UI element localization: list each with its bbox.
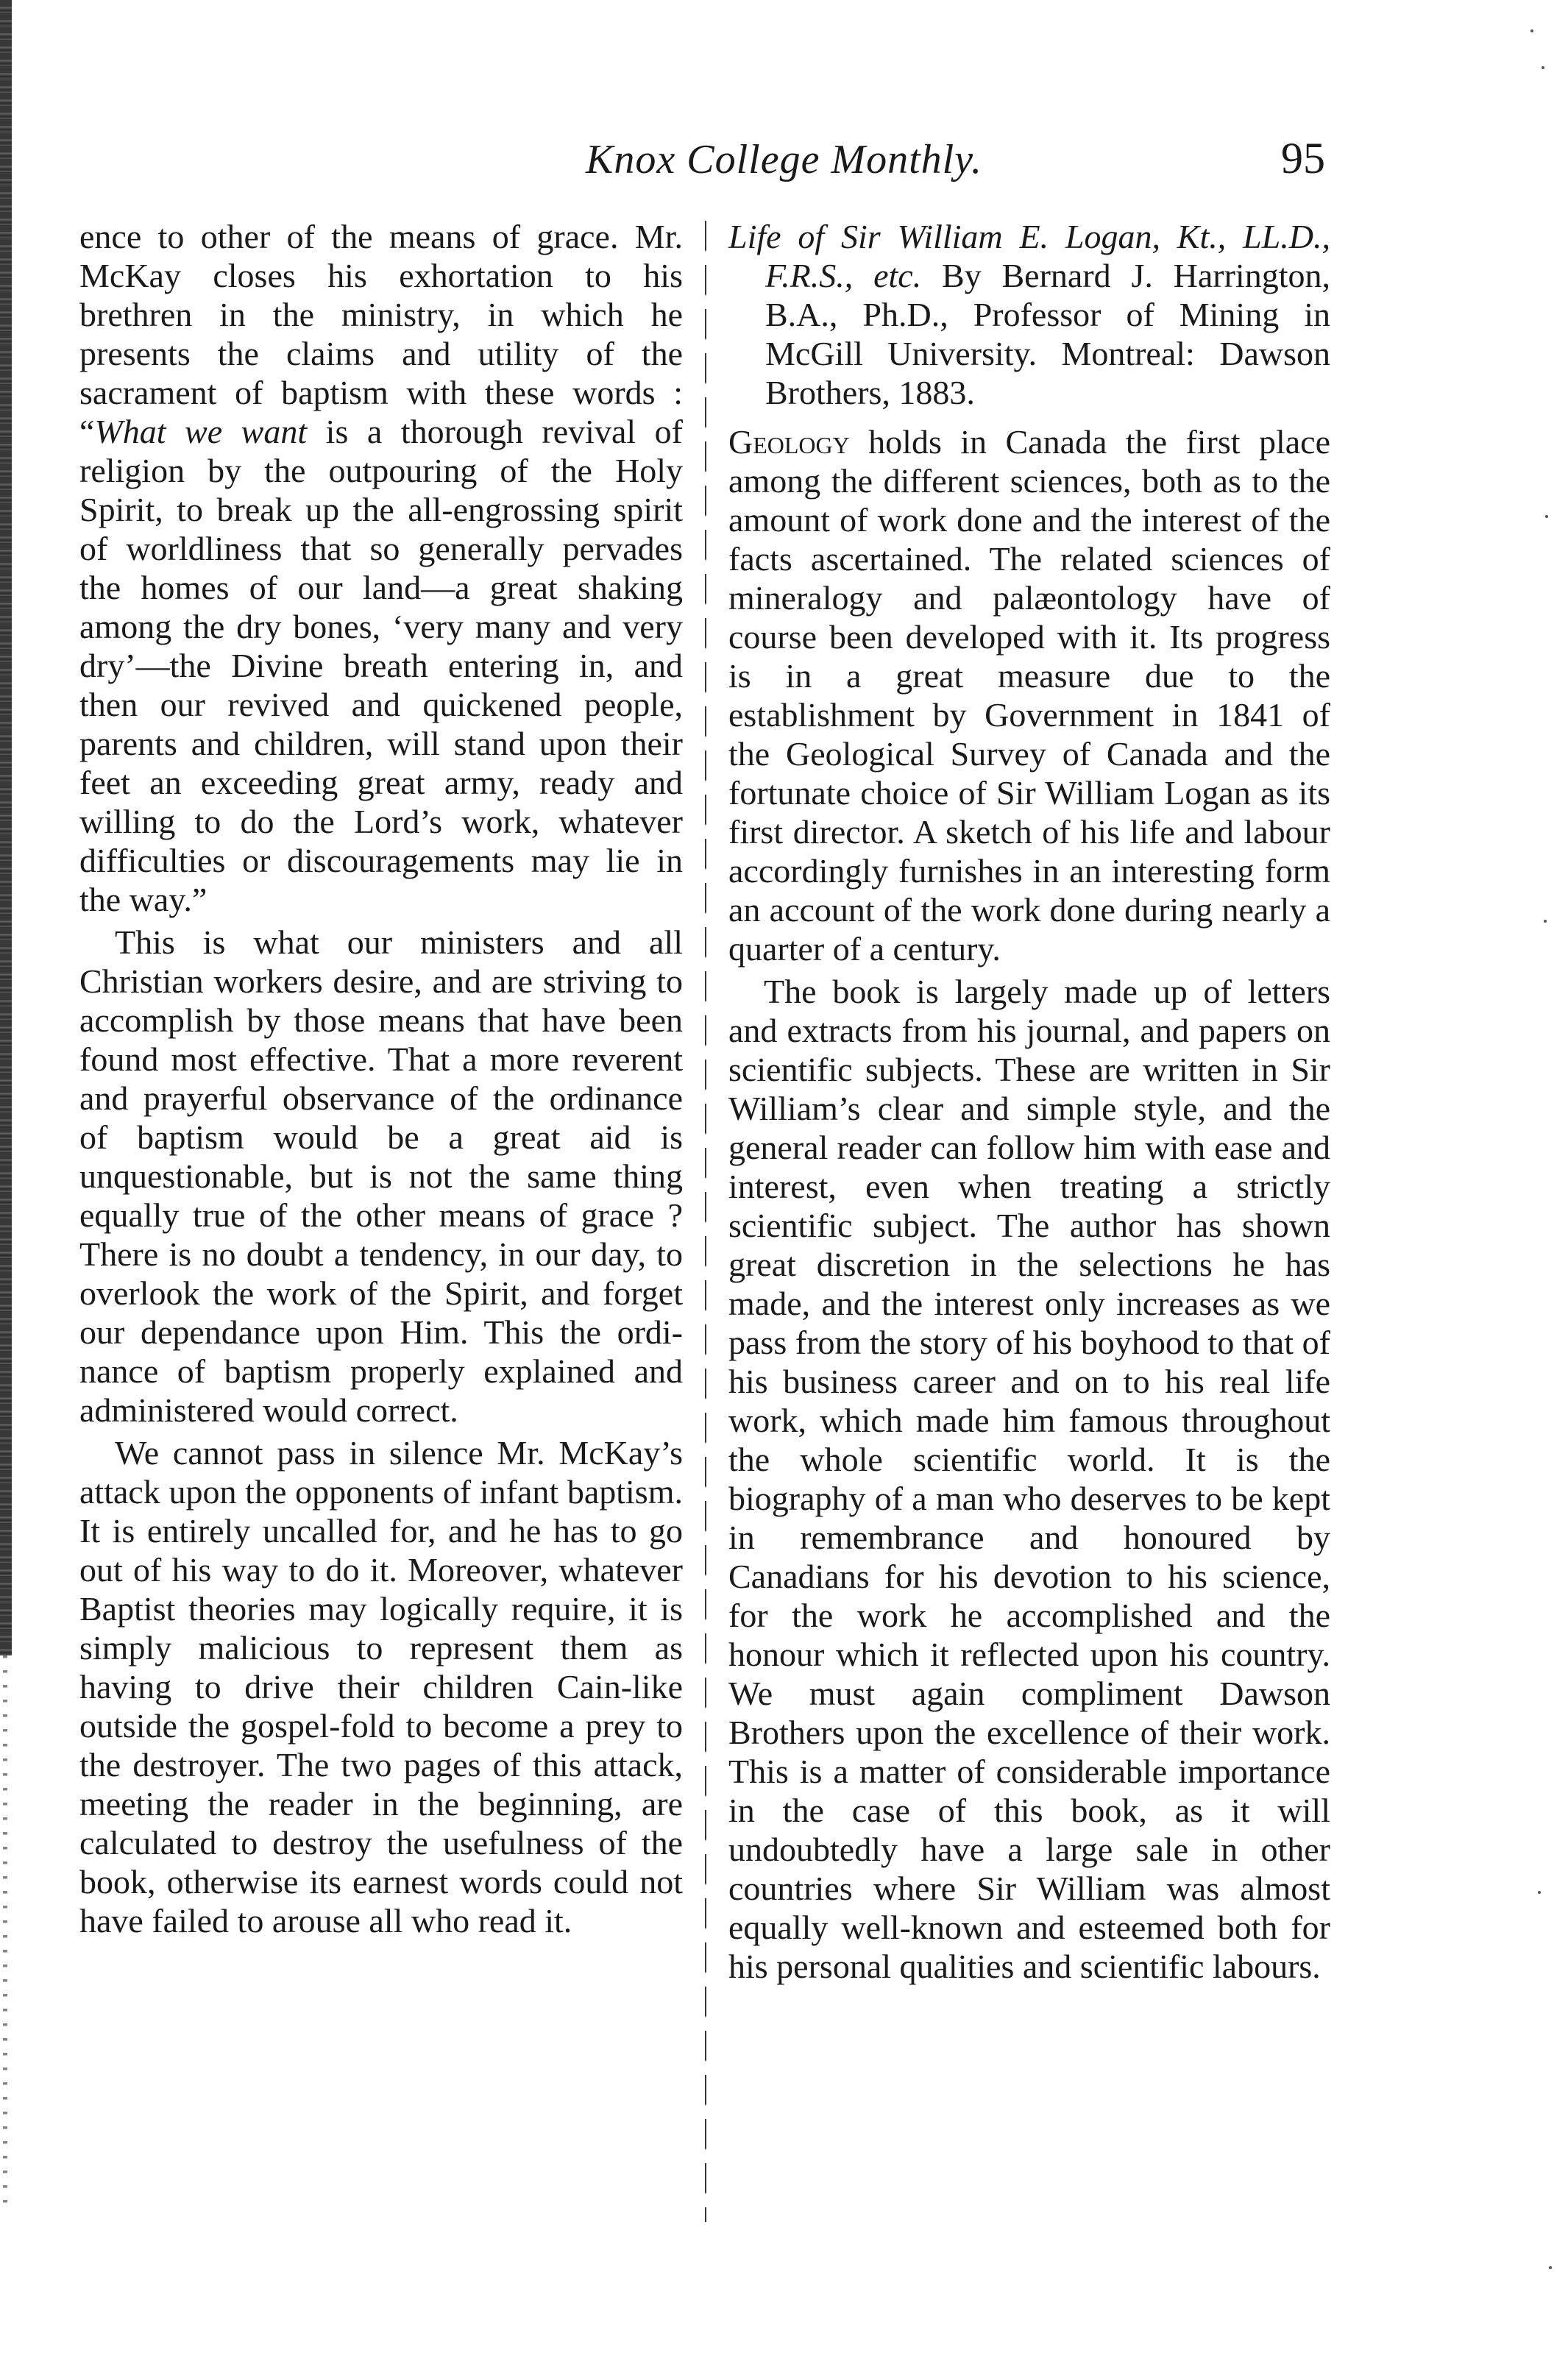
page-header: [0, 129, 1568, 195]
scan-speck: [1538, 1891, 1541, 1894]
right-paragraph-1-lead-word: Geology: [728, 423, 850, 461]
left-paragraph-1-text-b: is a thorough revival of religion by the outpouring of the Holy Spirit, to break up the all-engrossing spirit of worldliness that so generally pervades the homes of our land—a great shaking among the dry bones, ‘very many and very dry’—the Divine breath entering in, and then our revived and quickened people, parents and children, will stand upon their feet an exceeding great army, ready and willing to do the Lord’s work, whatever difficulties or discouragements may lie in the way.”: [79, 413, 683, 918]
right-paragraph-2: The book is largely made up of letters and extracts from his journal, and papers on scientific subjects. These are written in Sir William’s clear and simple style, and the general reader can follow him with ease and interest, even when treating a strictly scientific subject. The author has shown great discretion in the selections he has made, and the interest only increases as we pass from the story of his boyhood to that of his business career and on to his real life work, which made him famous throughout the whole scientific world. It is the biography of a man who deserves to be kept in remembrance and honoured by Canadians for his devotion to his science, for the work he accomplished and the honour which it reflected upon his country. We must again compliment Dawson Brothers upon the excellence of their work. This is a matter of considerable importance in the case of this book, as it will undoubtedly have a large sale in other countries where Sir William was almost equally well-known and esteemed both for his personal qualities and scientific labours.: [728, 973, 1330, 1985]
scan-edge-shadow-lower: [3, 1655, 7, 2215]
scan-speck: [1544, 920, 1547, 923]
scan-speck: [1542, 66, 1544, 69]
right-paragraph-1-text: holds in Canada the first place among the different sciences, both as to the amount of work done and the interest of the facts ascertained. The related sciences of mineralogy and palæontology have of course been developed with it. Its progress is in a great measure due to the establishment by Government in 1841 of the Geological Survey of Canada and the fortunate choice of Sir William Logan as its first director. A sketch of his life and labour accordingly furnishes in an interesting form an account of the work done during nearly a quarter of a century.: [728, 423, 1330, 968]
book-title: Life of Sir William E. Logan, Kt., LL.D., F.R.S., etc.: [728, 218, 1330, 294]
left-paragraph-2: This is what our ministers and all Christian workers desire, and are striving to accomplish by those means that have been found most effective. That a more reverent and prayerful observance of the ordinance of baptism would be a great aid is unquestionable, but is not the same thing equally true of the other means of grace ? There is no doubt a tendency, in our day, to overlook the work of the Spirit, and forget our dependance upon Him. This the ordinance of baptism properly explained and administered would correct.: [79, 923, 683, 1429]
page-number: 95: [1281, 134, 1325, 182]
left-paragraph-1-text-a: ence to other of the means of grace. Mr. McKay closes his exhortation to his brethren in the ministry, in which he presents the claims and utility of the sacrament of baptism with these words : “: [79, 218, 683, 450]
scan-speck: [1530, 29, 1533, 32]
running-title: Knox College Monthly.: [586, 137, 982, 182]
left-column: [79, 217, 683, 1940]
right-paragraph-1: [728, 422, 1330, 968]
column-divider: [705, 221, 706, 2222]
left-paragraph-1: [79, 217, 683, 919]
book-review-heading: [728, 217, 1330, 412]
scan-edge-shadow: [0, 0, 12, 1655]
left-paragraph-1-emphasis: What we want: [94, 413, 308, 450]
book-details: By Bernard J. Harrington, B.A., Ph.D., Professor of Mining in McGill University. Montreal: Dawson Brothers, 1883.: [765, 257, 1330, 411]
scan-speck: [1549, 2266, 1552, 2269]
right-column: [728, 217, 1330, 1986]
left-paragraph-3: We cannot pass in silence Mr. McKay’s attack upon the opponents of infant baptism. It is entirely uncalled for, and he has to go out of his way to do it. Moreover, whatever Baptist theories may logically require, it is simply malicious to represent them as having to drive their children Cain-like outside the gospel-fold to become a prey to the destroyer. The two pages of this attack, meeting the reader in the beginning, are calculated to destroy the usefulness of the book, otherwise its earnest words could not have failed to arouse all who read it.: [79, 1434, 683, 1939]
scan-speck: [1545, 515, 1548, 518]
